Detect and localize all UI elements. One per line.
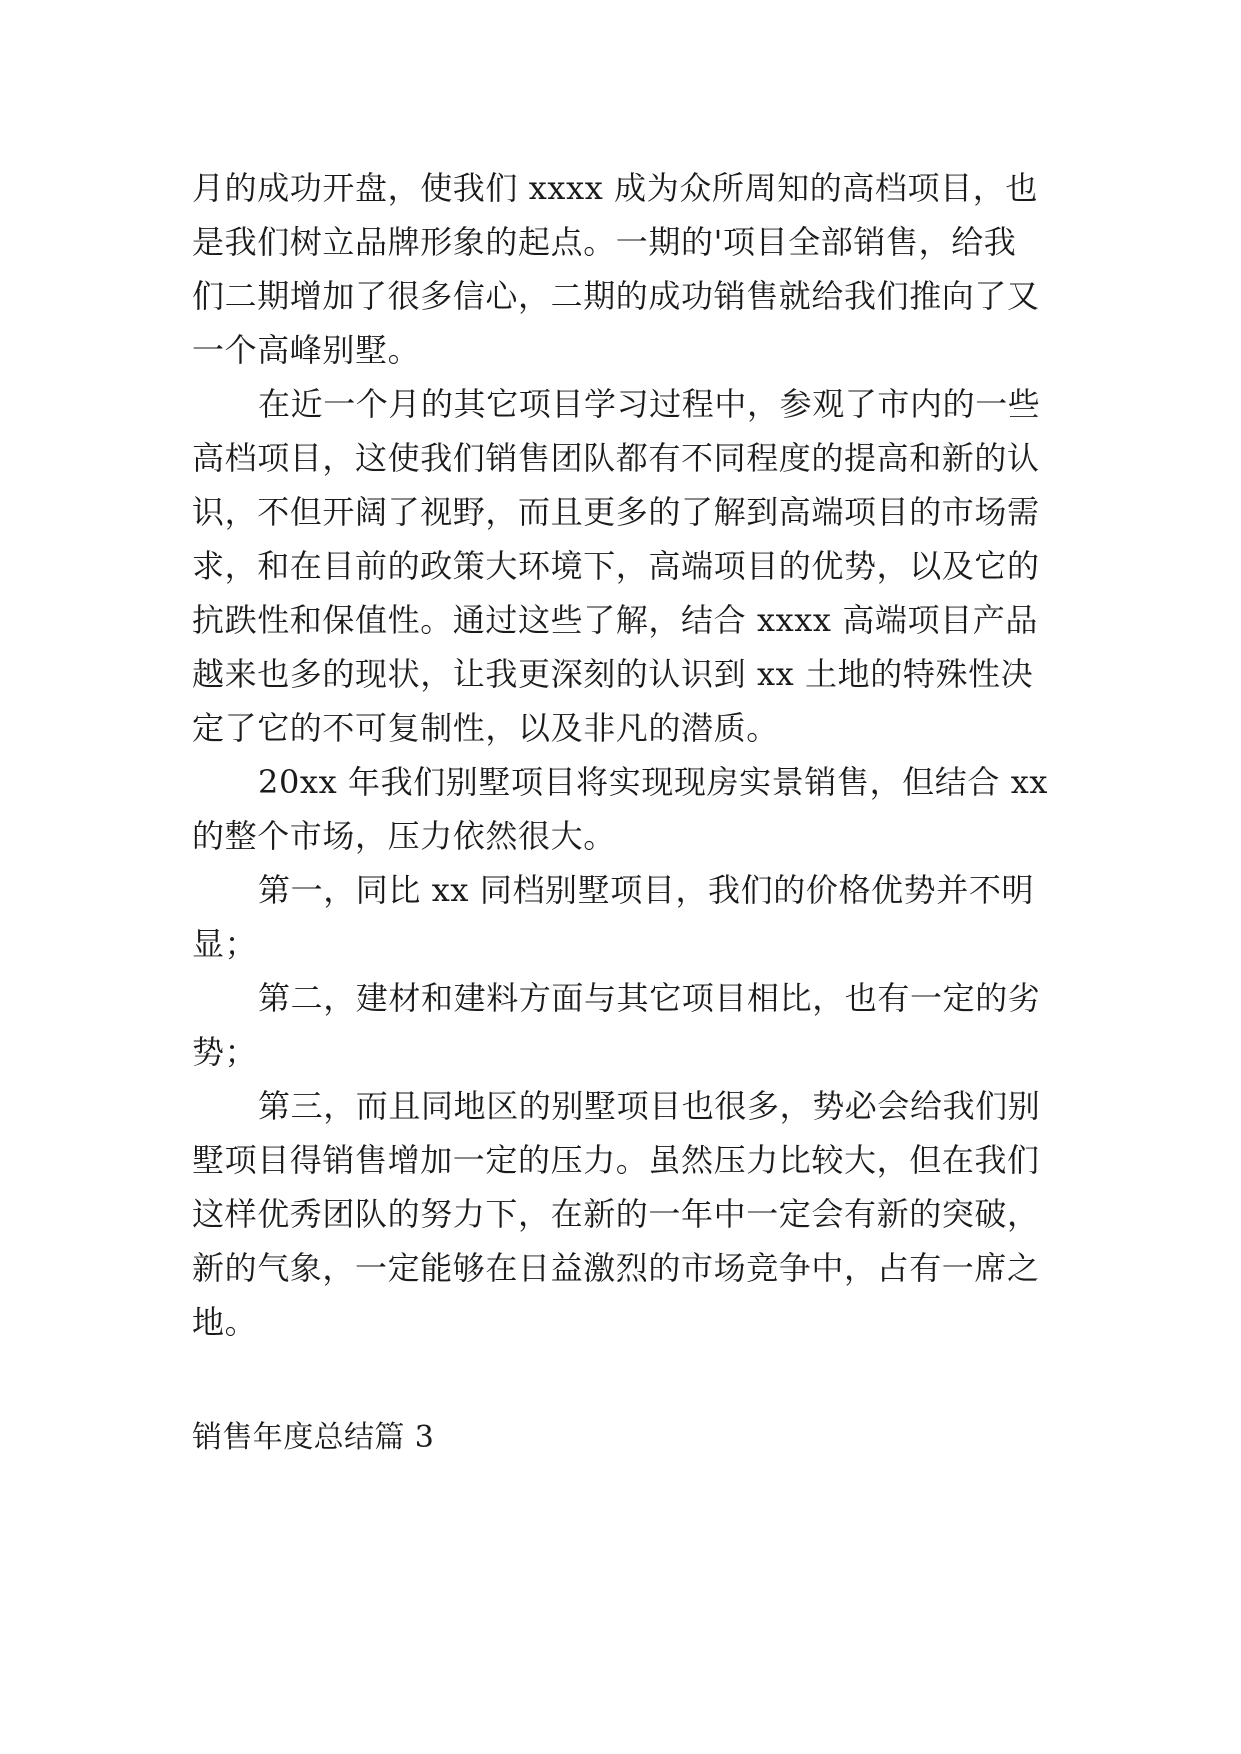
text-line: 高档项目，这使我们销售团队都有不同程度的提高和新的认 (192, 439, 1040, 477)
text-line: 20xx 年我们别墅项目将实现现房实景销售，但结合 xx (258, 763, 1049, 801)
text-line: 越来也多的现状，让我更深刻的认识到 xx 土地的特殊性决 (192, 655, 1034, 693)
text-line: 第二，建材和建料方面与其它项目相比，也有一定的劣 (258, 979, 1041, 1017)
section-heading: 销售年度总结篇 3 (192, 1420, 435, 1455)
text-line: 抗跌性和保值性。通过这些了解，结合 xxxx 高端项目产品 (192, 601, 1038, 639)
text-line: 新的气象，一定能够在日益激烈的市场竞争中，占有一席之 (192, 1249, 1040, 1287)
text-line: 求，和在目前的政策大环境下，高端项目的优势，以及它的 (192, 547, 1040, 585)
text-line: 第三，而且同地区的别墅项目也很多，势必会给我们别 (258, 1087, 1041, 1125)
text-line: 势； (192, 1033, 258, 1071)
text-line: 的整个市场，压力依然很大。 (192, 817, 616, 855)
text-line: 识，不但开阔了视野，而且更多的了解到高端项目的市场需 (192, 493, 1040, 531)
text-line: 月的成功开盘，使我们 xxxx 成为众所周知的高档项目，也 (192, 169, 1038, 207)
text-line: 在近一个月的其它项目学习过程中，参观了市内的一些 (258, 385, 1041, 423)
text-line: 一个高峰别墅。 (192, 331, 421, 369)
text-line: 墅项目得销售增加一定的压力。虽然压力比较大，但在我们 (192, 1141, 1040, 1179)
text-line: 是我们树立品牌形象的起点。一期的'项目全部销售，给我 (192, 223, 1017, 261)
text-line: 地。 (192, 1303, 258, 1341)
text-line: 这样优秀团队的努力下，在新的一年中一定会有新的突破， (192, 1195, 1040, 1233)
text-line: 定了它的不可复制性，以及非凡的潜质。 (192, 709, 779, 747)
text-line: 显； (192, 925, 258, 963)
text-line: 们二期增加了很多信心，二期的成功销售就给我们推向了又 (192, 277, 1040, 315)
text-line: 第一，同比 xx 同档别墅项目，我们的价格优势并不明 (258, 871, 1035, 909)
